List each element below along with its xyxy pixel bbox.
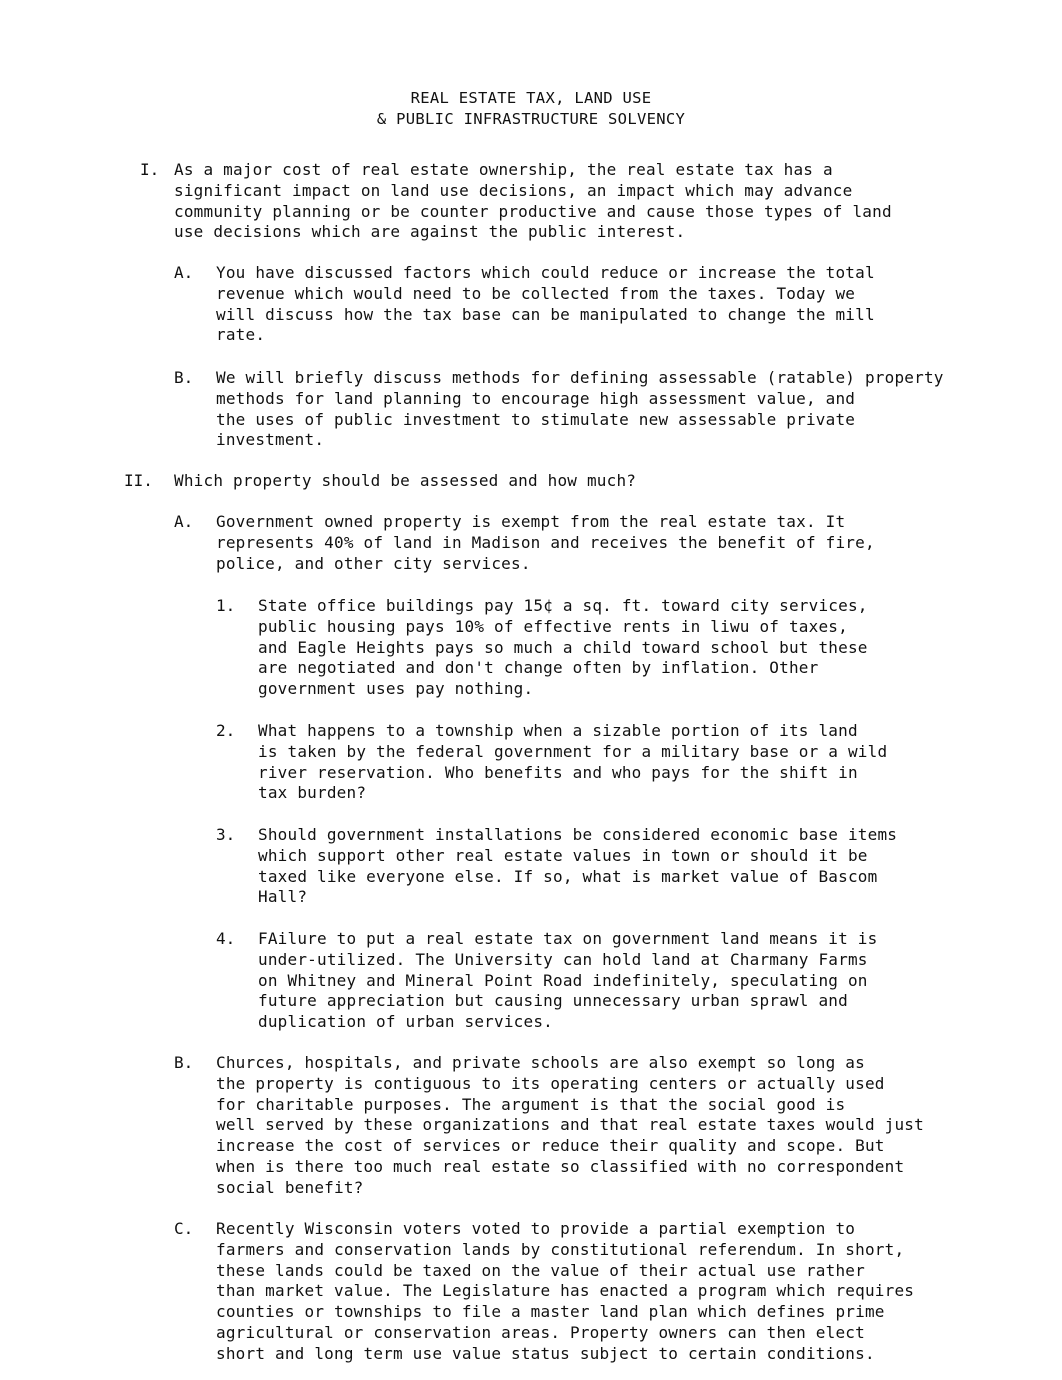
list-item-3-text: Should government installations be considered economic base items which support other real estate values in town or should it be taxed like everyone else. If so, what is market value of Bascom Hall? [258,825,898,907]
section-2-marker: II. [124,471,153,490]
section-1-text: As a major cost of real estate ownership, the real estate tax has a significant impact on land use decisions, an impact which may advance community planning or be counter productive and cause those types of land use decisions which are against the public interest. [174,160,892,242]
section-2-b-text: Churces, hospitals, and private schools are also exempt so long as the property is contiguous to its operating centers or actually used for charitable purposes. The argument is that the social good is well served by these organizations and that real estate taxes would just increase the cost of services or reduce their quality and scope. But when is there too much real estate so classified with no correspondent social benefit? [216,1053,924,1197]
section-1-a-text: You have discussed factors which could reduce or increase the total revenue which would need to be collected from the taxes. Today we will discuss how the tax base can be manipulated to change the mill rate. [216,263,875,345]
section-1-b-marker: B. [174,368,194,387]
section-1-a-marker: A. [174,263,194,282]
document-title-line-1: REAL ESTATE TAX, LAND USE [410,89,652,107]
section-1-marker: I. [140,160,160,179]
list-item-4-marker: 4. [216,929,236,948]
section-1-b-text: We will briefly discuss methods for defining assessable (ratable) property methods for land planning to encourage high assessment value, and the uses of public investment to stimulate new assessable private investment. [216,368,944,450]
list-item-2-text: What happens to a township when a sizable portion of its land is taken by the federal government for a military base or a wild river reservation. Who benefits and who pays for the shift in tax burden? [258,721,888,803]
section-2-b-marker: B. [174,1053,194,1072]
section-2-c-text: Recently Wisconsin voters voted to provide a partial exemption to farmers and conservation lands by constitutional referendum. In short, these lands could be taxed on the value of their actual use rather than market value. The Legislature has enacted a program which requires counties or townships to file a master land plan which defines prime agricultural or conservation areas. Property owners can then elect short and long term use value status subject to certain conditions. [216,1219,915,1363]
list-item-1-text: State office buildings pay 15¢ a sq. ft. toward city services, public housing pays 10% of effective rents in liwu of taxes, and Eagle Heights pays so much a child toward school but these are negotiated and don't change often by inflation. Other government uses pay nothing. [258,596,868,699]
list-item-1-marker: 1. [216,596,236,615]
section-2-heading: Which property should be assessed and how much? [174,471,637,490]
section-2-a-text: Government owned property is exempt from the real estate tax. It represents 40% of land in Madison and receives the benefit of fire, police, and other city services. [216,512,875,573]
list-item-3-marker: 3. [216,825,236,844]
list-item-4-text: FAilure to put a real estate tax on government land means it is under-utilized. The University can hold land at Charmany Farms on Whitney and Mineral Point Road indefinitely, speculating on future appreciation but causing unnecessary urban sprawl and duplication of urban services. [258,929,878,1032]
section-2-a-marker: A. [174,512,194,531]
list-item-2-marker: 2. [216,721,236,740]
section-2-c-marker: C. [174,1219,194,1238]
document-title-line-2: & PUBLIC INFRASTRUCTURE SOLVENCY [376,110,686,128]
